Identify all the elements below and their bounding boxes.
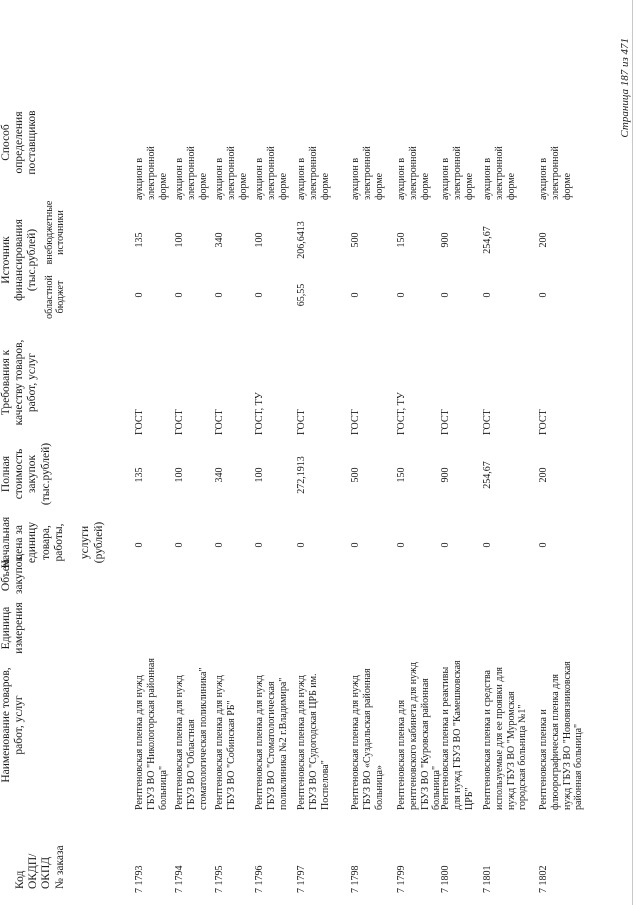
row-start-price: 0 <box>296 542 307 548</box>
row-start-price: 0 <box>482 542 493 548</box>
row-quality: ГОСТ <box>174 409 185 435</box>
row-start-price: 0 <box>440 542 451 548</box>
row-funding-extra: 100 <box>174 232 185 248</box>
row-method: аукцион в электронной форме <box>214 146 249 200</box>
header-unit: Единица измерения <box>0 602 26 654</box>
row-funding-regional: 65,55 <box>296 283 307 307</box>
row-full-cost: 100 <box>174 467 185 483</box>
row-code: 7 1801 <box>482 865 493 893</box>
header-name: Наименование товаров, работ, услуг <box>0 667 26 783</box>
row-funding-extra: 100 <box>254 232 265 248</box>
row-full-cost: 100 <box>254 467 265 483</box>
row-funding-extra: 500 <box>350 232 361 248</box>
row-full-cost: 150 <box>396 467 407 483</box>
row-funding-extra: 340 <box>214 232 225 248</box>
row-start-price: 0 <box>538 542 549 548</box>
row-funding-regional: 0 <box>134 292 145 298</box>
row-full-cost: 500 <box>350 467 361 483</box>
header-quality: Требования к качеству товаров, работ, услуг <box>0 339 39 426</box>
row-funding-regional: 0 <box>174 292 185 298</box>
row-name: Рентгеновская пленка для нужд ГБУЗ ВО «Суздальская районная больница» <box>350 668 385 810</box>
row-funding-extra: 200 <box>538 232 549 248</box>
row-quality: ГОСТ <box>214 409 225 435</box>
row-funding-regional: 0 <box>254 292 265 298</box>
row-start-price: 0 <box>134 542 145 548</box>
row-start-price: 0 <box>396 542 407 548</box>
row-code: 7 1798 <box>350 865 361 893</box>
row-code: 7 1793 <box>134 865 145 893</box>
row-full-cost: 200 <box>538 467 549 483</box>
row-quality: ГОСТ <box>538 409 549 435</box>
row-full-cost: 272,1913 <box>296 456 307 494</box>
table-row <box>396 0 443 905</box>
row-quality: ГОСТ <box>440 409 451 435</box>
row-quality: ГОСТ <box>296 409 307 435</box>
row-method: аукцион в электронной форме <box>482 146 517 200</box>
table-row <box>296 0 336 905</box>
header-full-cost: Полная стоимость закупок (тыс.рублей) <box>0 442 52 506</box>
row-method: аукцион в электронной форме <box>134 146 169 200</box>
row-code: 7 1800 <box>440 865 451 893</box>
row-method: аукцион в электронной форме <box>440 146 475 200</box>
row-name: Рентгеновская пленка для нужд ГБУЗ ВО "Областная стоматологическая поликлиника" <box>174 667 209 810</box>
table-row <box>538 0 585 905</box>
header-start-price: Начальная цена за единицу товара, работы, услуги (рублей) <box>0 516 105 569</box>
row-name: Рентгеновская пленка для нужд ГБУЗ ВО "Собинская РБ" <box>214 675 237 810</box>
row-start-price: 0 <box>254 542 265 548</box>
row-name: Рентгеновская пленка и средства используемые для ее проявки для нужд ГБУЗ ВО "Муромская городская больница №1" <box>482 666 529 810</box>
table-row <box>214 0 254 905</box>
row-code: 7 1802 <box>538 865 549 893</box>
row-name: Рентгеновская пленка для рентгеновского кабинета для нужд ГБУЗ ВО "Куровская районная больница" <box>396 662 443 810</box>
row-quality: ГОСТ <box>350 409 361 435</box>
row-start-price: 0 <box>174 542 185 548</box>
row-method: аукцион в электронной форме <box>296 146 331 200</box>
table-row <box>482 0 529 905</box>
table-row <box>350 0 390 905</box>
table-row <box>254 0 294 905</box>
row-method: аукцион в электронной форме <box>396 146 431 200</box>
row-code: 7 1796 <box>254 865 265 893</box>
row-name: Рентгеновская пленка для нужд ГБУЗ ВО "Судогодская ЦРБ им. Поспелова" <box>296 673 331 810</box>
table-row <box>134 0 174 905</box>
row-name: Рентгеновская пленка и реактивы для нужд ГБУЗ ВО "Камешковская ЦРБ" <box>440 660 475 810</box>
row-funding-regional: 0 <box>396 292 407 298</box>
row-start-price: 0 <box>350 542 361 548</box>
row-method: аукцион в электронной форме <box>174 146 209 200</box>
row-code: 7 1795 <box>214 865 225 893</box>
row-funding-extra: 206,6413 <box>296 221 307 259</box>
row-full-cost: 340 <box>214 467 225 483</box>
row-code: 7 1797 <box>296 865 307 893</box>
row-method: аукцион в электронной форме <box>538 146 573 200</box>
row-name: Рентгеновская пленка для нужд ГБУЗ ВО "Никологорская районная больница" <box>134 658 169 810</box>
header-funding-extra: внебюджетные источники <box>44 200 66 265</box>
row-quality: ГОСТ <box>482 409 493 435</box>
header-method: Способ определения поставщиков <box>0 110 39 175</box>
row-name: Рентгеновская пленка для нужд ГБУЗ ВО "Стоматологическая поликлиника №2 г.Владимира" <box>254 675 289 810</box>
row-name: Рентгеновская пленка и флюорографическая пленка для нужд ГБУЗ ВО "Нововязниковская районная больница" <box>538 661 585 810</box>
page-number: Страница 187 из 471 <box>619 38 632 138</box>
row-code: 7 1794 <box>174 865 185 893</box>
row-code: 7 1799 <box>396 865 407 893</box>
row-funding-regional: 0 <box>440 292 451 298</box>
row-funding-regional: 0 <box>482 292 493 298</box>
row-funding-extra: 900 <box>440 232 451 248</box>
row-funding-extra: 150 <box>396 232 407 248</box>
header-volume: Объем закупок <box>0 555 26 595</box>
row-funding-regional: 0 <box>538 292 549 298</box>
row-start-price: 0 <box>214 542 225 548</box>
row-method: аукцион в электронной форме <box>350 146 385 200</box>
row-full-cost: 135 <box>134 467 145 483</box>
row-quality: ГОСТ, ТУ <box>254 392 265 435</box>
table-row <box>440 0 480 905</box>
row-funding-extra: 135 <box>134 232 145 248</box>
row-funding-regional: 0 <box>350 292 361 298</box>
row-funding-extra: 254,67 <box>482 226 493 254</box>
row-funding-regional: 0 <box>214 292 225 298</box>
row-full-cost: 900 <box>440 467 451 483</box>
header-funding-regional: областной бюджет <box>44 275 66 319</box>
row-full-cost: 254,67 <box>482 461 493 489</box>
table-row <box>174 0 214 905</box>
row-quality: ГОСТ, ТУ <box>396 392 407 435</box>
header-funding: Источник финансирования (тыс.рублей) <box>0 219 39 301</box>
row-quality: ГОСТ <box>134 409 145 435</box>
row-method: аукцион в электронной форме <box>254 146 289 200</box>
header-code: Код ОКДП/ ОКПД № заказа <box>14 845 66 889</box>
